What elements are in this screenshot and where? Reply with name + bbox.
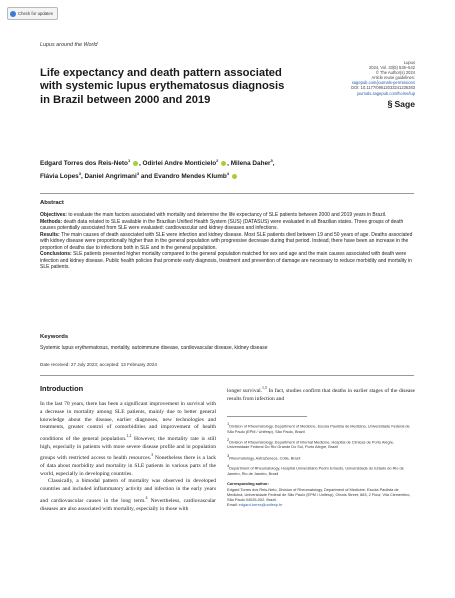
- affiliation-item: $^4$Department of Rheumatology, Hospital Universitário Pedro Ernesto, Universidade do Estado do Rio de Janeiro, Rio de Janeiro, Brazil: [227, 463, 404, 476]
- publisher-name: Sage: [394, 99, 415, 109]
- intro-paragraph: [40, 478, 216, 513]
- methods-label: Methods:: [40, 218, 63, 225]
- author-name: Flávia Lopes: [40, 173, 79, 181]
- affiliation-item: $^3$Rheumatology, AstraZeneca, Cotia, Brazil: [227, 452, 301, 461]
- intro-text: In the last 70 years, there has been a significant improvement in survival with a decrease in mortality among SLE patients, mainly due to better general knowledge about the disease, earlier diagnoses, new technologies and treatments, greater control of comorbidities and improvement of health conditions of the general population.: [40, 401, 216, 442]
- author-name: Odirlei Andre Monticielo: [142, 160, 217, 168]
- publisher-logo: [387, 99, 415, 109]
- affiliation-item: $^2$Division of Rheumatology, Department of Internal Medicine, Hospital de Clínicas de Porto Alegre, Universidade Federal Do Rio Grande Do Sul, Porto Alegre, Brazil: [227, 436, 395, 450]
- conclusions-text: SLE patients presented higher mortality compared to the general population matched for sex and age and the main causes associated with death were infection and kidney disease. Public health policies that promote early diagnosis, treatment and prevention of damage are necessary to reduce morbidity and mortality in SLE patients.: [40, 251, 412, 271]
- affiliation-item: $^1$Division of Rheumatology, Department of Medicine, Escola Paulista de Medicina, Universidade Federal de São Paulo (EPM / Unifesp), São Paulo, Brazil: [227, 421, 410, 434]
- results-text: The main causes of death associated with SLE were infection and kidney disease. Most SLE patients died between 19 and 50 years of age. Deaths associated with kidney disease were proportionally higher than in the general population with progressive decrease during that period. Instead, there have been an increase in the proportion of deaths due to infections both in SLE and in the general population.: [40, 231, 413, 251]
- affiliation-ref: 3: [270, 158, 273, 163]
- footnote-divider: [227, 416, 307, 417]
- right-column-text: [227, 384, 415, 403]
- check-updates-icon: [10, 11, 16, 17]
- doi: DOI: 10.1177/09612033241236383: [351, 85, 415, 91]
- introduction-body: [40, 401, 216, 513]
- journal-name: Lupus: [403, 60, 415, 65]
- objectives-label: Objectives:: [40, 212, 67, 218]
- author-name: Edgard Torres dos Reis-Neto: [40, 160, 128, 168]
- orcid-icon[interactable]: [232, 174, 237, 179]
- keywords-heading: Keywords: [40, 334, 69, 340]
- affiliation-text: Division of Rheumatology, Department of Medicine, Escola Paulista de Medicina, Universidade Federal de São Paulo (EPM / Unifesp), São Paulo, Brazil: [227, 424, 410, 434]
- article-title: Life expectancy and death pattern associated with systemic lupus erythematosus diagnosis in Brazil between 2000 and 2019: [40, 67, 285, 106]
- series-label: Lupus around the World: [40, 42, 98, 48]
- orcid-icon[interactable]: [133, 161, 138, 166]
- intro-text: Nevertheless, cardiovascular diseases are also associated with mortality, especially in those with: [40, 497, 216, 512]
- orcid-icon[interactable]: [221, 161, 226, 166]
- intro-text: However, the mortality rate is still high, especially in patients with more severe disease profile and in population groups with restricted access to health resources.: [40, 435, 216, 462]
- affiliation-ref: 1: [127, 158, 131, 163]
- affiliation-ref: 4: [226, 171, 230, 177]
- section-divider: [40, 193, 414, 194]
- introduction-heading: Introduction: [40, 384, 84, 393]
- check-for-updates-button[interactable]: [7, 7, 58, 20]
- methods-text: death data related to SLE available in the Brazilian Unified Health System (SUS) (DATASUS) were evaluated in all Brazilian states. Three groups of death causes potentially associated from SLE were evaluated: cardiovascular and kidney diseases and infections.: [40, 218, 404, 232]
- intro-text: Classically, a bimodal pattern of mortality was observed in developed countries and included inflammatory activity and infection in the early years and cardiovascular causes in the long term.: [40, 478, 216, 504]
- affiliation-ref: 2: [216, 158, 219, 163]
- abstract-body: [40, 212, 414, 271]
- citation-ref[interactable]: 4: [145, 494, 148, 500]
- affiliation-text: Division of Rheumatology, Department of Internal Medicine, Hospital de Clínicas de Porto Alegre, Universidade Federal Do Rio Grande Do Sul, Porto Alegre, Brazil: [227, 440, 395, 450]
- keywords-text: Systemic lupus erythematosus, mortality, autoimmune disease, cardiovascular disease, kidney disease: [40, 345, 268, 351]
- objectives-text: to evaluate the main factors associated with mortality and determine the life expectancy of SLE patients between 2000 and 2019 years in Brazil.: [68, 212, 387, 218]
- permissions-link[interactable]: sagepub.com/journals-permissions: [351, 80, 415, 86]
- intro-text: Nonetheless there is a lack of data about morbidity and mortality in SLE patients in various parts of the world, especially in developing countries.: [40, 455, 217, 477]
- journal-copyright: © The Author(s) 2024: [375, 70, 415, 76]
- intro-paragraph: [40, 401, 216, 478]
- affiliation-ref: 3: [78, 171, 81, 177]
- section-divider: [40, 375, 414, 376]
- reuse-guidelines: Article reuse guidelines:: [371, 75, 415, 81]
- affiliation-ref: 3: [136, 171, 140, 177]
- email-link[interactable]: edgard.torres@unifesp.br: [238, 503, 283, 508]
- check-for-updates-label: Check for updates: [18, 11, 53, 16]
- journal-home-link[interactable]: journals.sagepub.com/home/lup: [356, 90, 415, 96]
- author-name: Daniel Angrimani: [84, 173, 137, 181]
- corresponding-author-text: Edgard Torres dos Reis-Neto, Division of Rheumatology, Department of Medicine, Escola Paulista de Medicina, Universidade Federal de São Paulo (EPM / Unifesp), Otonis Street, 863, 2 Floor, Vila Clementino, São Paulo 04025-002, Brazil.: [227, 487, 411, 503]
- citation-ref[interactable]: 1,5: [262, 385, 267, 390]
- affiliations: [227, 421, 415, 511]
- intro-text: In fact, studies confirm that deaths in earlier stages of the disease results from infection and: [227, 387, 415, 402]
- affiliation-text: Rheumatology, AstraZeneca, Cotia, Brazil: [229, 456, 301, 461]
- intro-text: longer survival.: [227, 387, 262, 394]
- citation-ref[interactable]: 1,2: [126, 433, 132, 438]
- sage-logo-icon: §: [387, 99, 393, 109]
- received-accepted-dates: Date received: 27 July 2023; accepted: 13 February 2024: [40, 362, 157, 367]
- affiliation-text: Department of Rheumatology, Hospital Universitário Pedro Ernesto, Universidade do Estado do Rio de Janeiro, Rio de Janeiro, Brazil: [227, 466, 404, 476]
- citation-ref[interactable]: 3: [151, 452, 154, 458]
- abstract-heading: Abstract: [40, 200, 64, 206]
- author-list: Edgard Torres dos Reis-Neto$^1$ , Odirlei Andre Monticielo$^2$ , Milena Daher$^3$, Flávia Lopes$^3$, Daniel Angrimani$^3$ and Evandro Mendes Klumb$^4$: [40, 158, 275, 181]
- journal-info: [351, 60, 415, 96]
- results-label: Results:: [40, 231, 60, 238]
- journal-volume: 2024, Vol. 33(5) 536–542: [369, 65, 415, 71]
- corresponding-author: [227, 482, 415, 508]
- author-name: Evandro Mendes Klumb: [154, 173, 227, 181]
- corresponding-author-heading: Corresponding author:: [227, 482, 269, 487]
- author-name: Milena Daher: [230, 160, 271, 168]
- conclusions-label: Conclusions:: [40, 251, 72, 258]
- email-label: Email:: [227, 503, 238, 508]
